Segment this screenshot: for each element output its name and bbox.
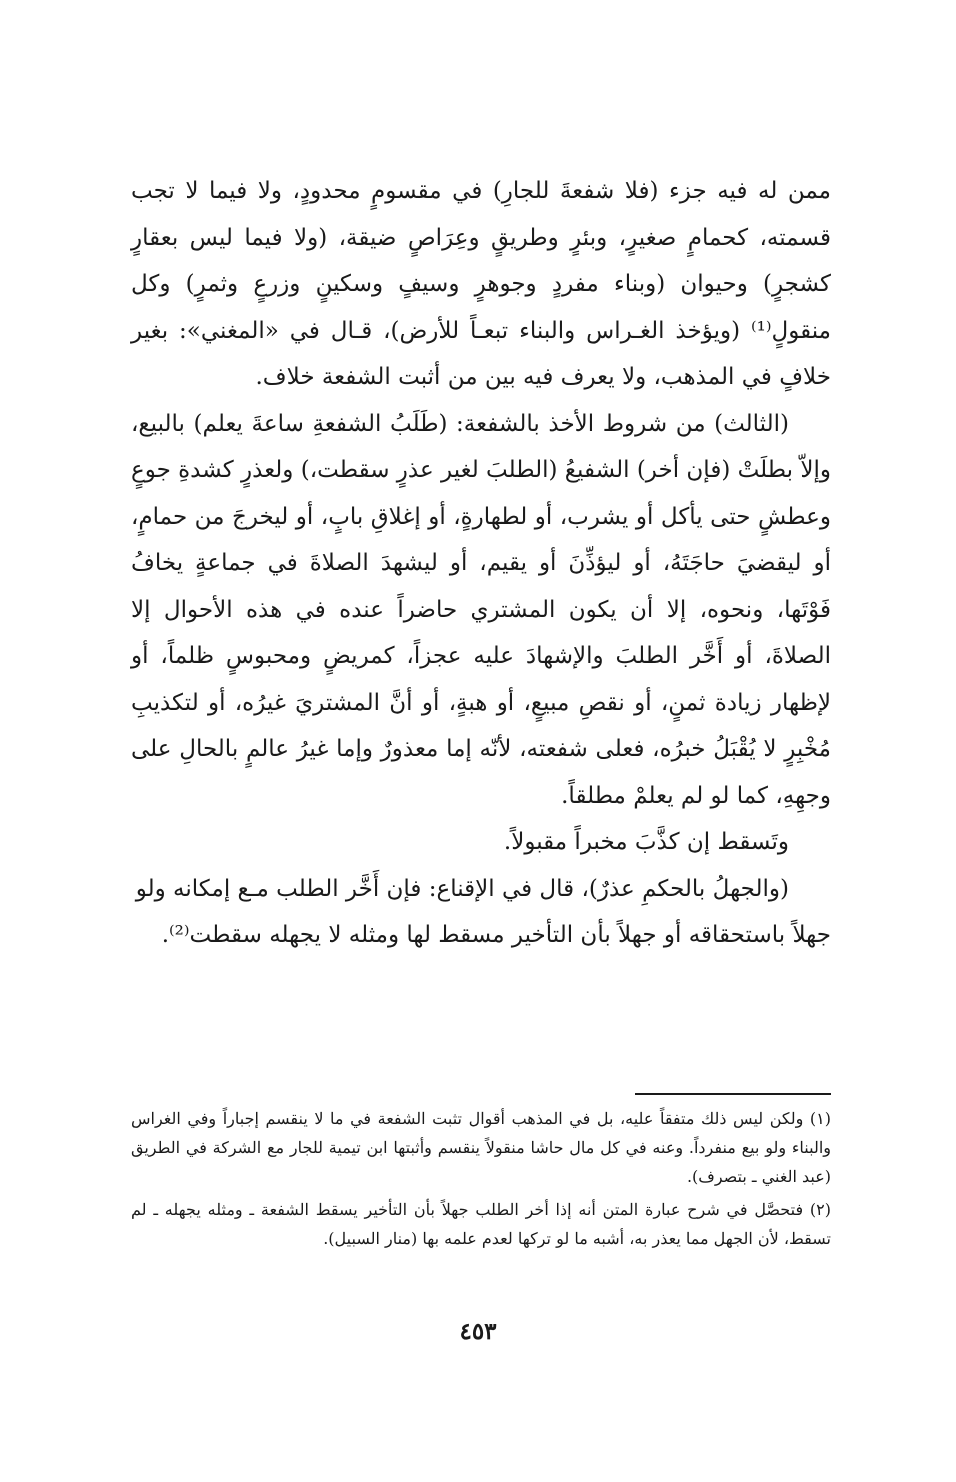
page-number: ٤٥٣ — [459, 1318, 497, 1345]
main-text-body — [131, 168, 831, 959]
paragraph-2: (الثالث) من شروط الأخذ بالشفعة: (طَلَبُ الشفعةِ ساعةَ يعلم) بالبيع، وإلاّ بطلَتْ (فإن أخر) الشفيعُ (الطلبَ لغير عذرٍ سقطت،) ولعذرٍ كشدةِ جوعٍ وعطشٍ حتى يأكل أو يشرب، أو لطهارةٍ، أو إغلاقِ بابٍ، أو ليخرجَ من حمامٍ، أو ليقضيَ حاجَتَهُ، أو ليؤذِّنَ أو يقيم، أو ليشهدَ الصلاةَ في جماعةٍ يخافُ فَوْتَها، ونحوه، إلا أن يكون المشتري حاضراً عنده في هذه الأحوال إلا الصلاةَ، أو أَخَّر الطلبَ والإشهادَ عليه عجزاً، كمريضٍ ومحبوسٍ ظلماً، أو لإظهار زيادة ثمنٍ، أو نقصِ مبيعٍ، أو هبةٍ، أو أنَّ المشتريَ غيرُه، أو لتكذيبِ مُخْبِرٍ لا يُقْبَلُ خبرُه، فعلى شفعته، لأنّه إما معذورٌ وإما غيرُ عالمٍ بالحالِ على وجهِهِ، كما لو لم يعلمْ مطلقاً. — [130, 410, 831, 809]
footnote-1: (١) ولكن ليس ذلك متفقاً عليه، بل في المذهب أقوال تثبت الشفعة في ما لا ينقسم إجباراً وفي الغراس والبناء ولو بيع منفرداً. وعنه في كل مال حاشا منقولاً ينقسم وأثبتها ابن تيمية للجار مع الشركة في الطريق (عبد الغني ـ بتصرف). — [131, 1109, 831, 1186]
footnote-separator — [635, 1093, 831, 1095]
paragraph-3: وتَسقط إن كذَّبَ مخبراً مقبولاً. — [503, 829, 789, 855]
footnote-2: (٢) فتحصَّل في شرح عبارة المتن أنه إذا أخر الطلب جهلاً بأن التأخير يسقط الشفعة ـ ومثله يجهله ـ لم تسقط، لأن الجهل مما يعذر به، أشبه ما لو تركها لعدم علمه بها (منار السبيل). — [131, 1200, 831, 1248]
paragraph-4: (والجهلُ بالحكمِ عذرٌ)، قال في الإقناع: فإن أَخَّر الطلب مـع إمكانه ولو جهلاً باستحقاقه أو جهلاً بأن التأخير مسقط لها ومثله لا يجهله سقطت⁽²⁾. — [135, 875, 831, 948]
footnotes — [131, 1104, 831, 1257]
paragraph-1: ممن له فيه جزء (فلا شفعةَ للجارِ) في مقسومٍ محدودٍ، ولا فيما لا تجب قسمته، كحمامٍ صغيرٍ، وبئرٍ وطريقٍ وعِرَاصٍ ضيقة، (ولا فيما ليس بعقارٍ كشجرٍ) وحيوان (وبناء مفردٍ وجوهرٍ وسيفٍ وسكينٍ وزرعٍ وثمرٍ) وكل منقولٍ⁽¹⁾ (ويؤخذ الغـراس والبناء تبعـاً للأرض)، قـال في «المغني»: بغير خلافٍ في المذهب، ولا يعرف فيه بين من أثبت الشفعة خلاف. — [131, 178, 831, 390]
